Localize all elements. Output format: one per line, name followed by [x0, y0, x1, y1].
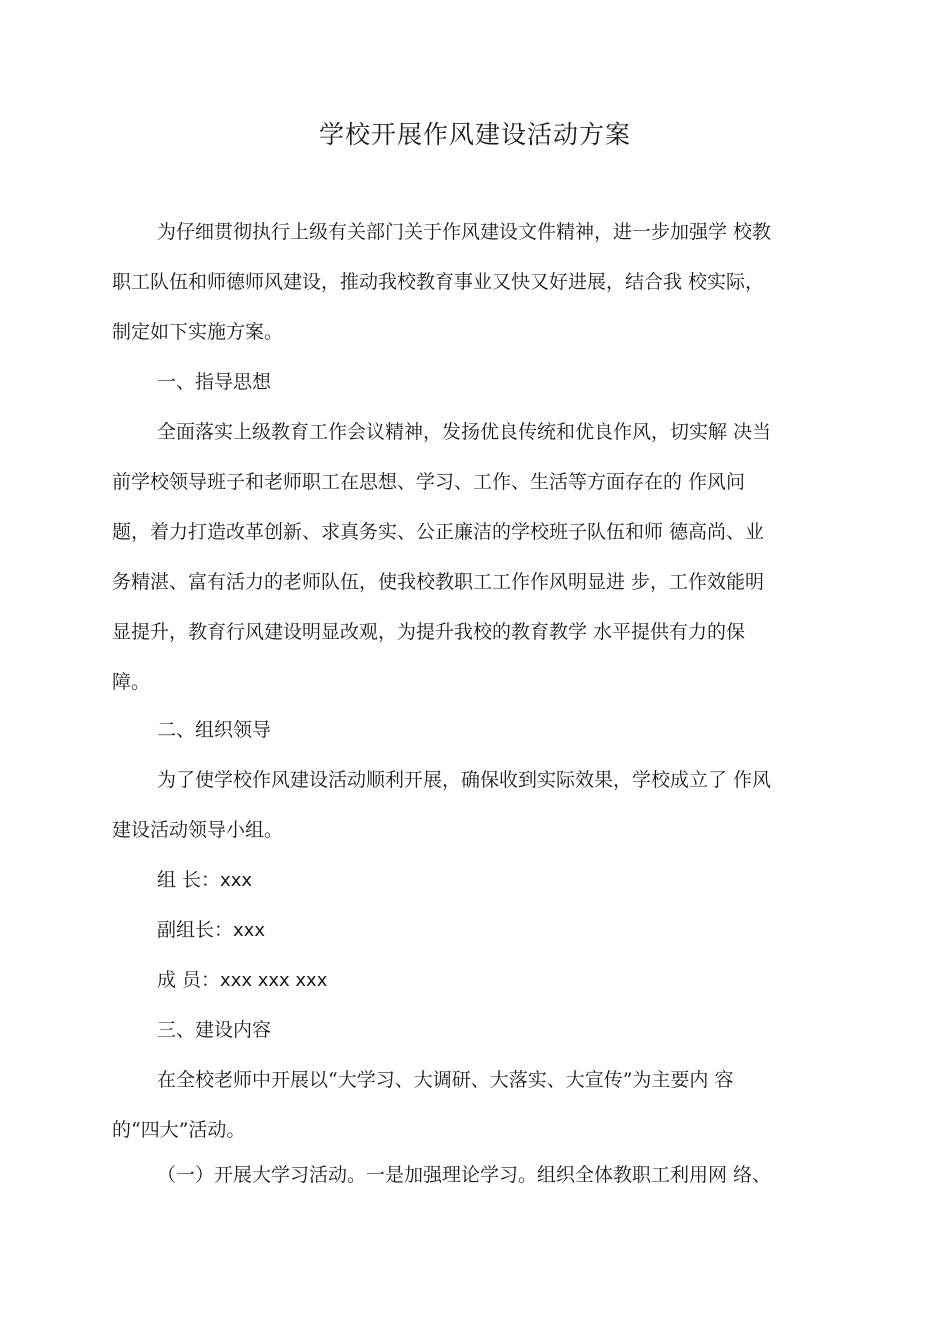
section3-line-2: 的“四大”活动。	[112, 1119, 246, 1141]
section1-line-5: 显提升，教育行风建设明显改观，为提升我校的教育教学 水平提供有力的保	[112, 621, 746, 643]
section3-line-1: 在全校老师中开展以“大学习、大调研、大落实、大宣传”为主要内 容	[157, 1069, 734, 1091]
section2-line-1: 为了使学校作风建设活动顺利开展，确保收到实际效果，学校成立了 作风	[157, 769, 772, 791]
members-row	[157, 967, 877, 994]
intro-line-1: 为仔细贯彻执行上级有关部门关于作风建设文件精神，进一步加强学 校教	[157, 221, 772, 243]
section1-line-6: 障。	[112, 671, 151, 693]
section1-line-3: 题，着力打造改革创新、求真务实、公正廉洁的学校班子队伍和师 德高尚、业	[112, 521, 765, 543]
members-value: xxx xxx xxx	[220, 970, 328, 991]
deputy-label: 副组长：	[157, 919, 234, 941]
deputy-leader-row	[157, 917, 877, 944]
document-title: 学校开展作风建设活动方案	[318, 120, 631, 149]
subsection-1-line: （一）开展大学习活动。一是加强理论学习。组织全体教职工利用网 络、	[157, 1164, 772, 1186]
section-heading-organization: 二、组织领导	[157, 719, 272, 741]
section-heading-construction-content: 三、建设内容	[157, 1019, 272, 1041]
deputy-value: xxx	[233, 920, 265, 941]
section-heading-guiding-thought: 一、指导思想	[157, 371, 272, 393]
intro-line-2: 职工队伍和师德师风建设，推动我校教育事业又快又好进展，结合我 校实际，	[112, 271, 765, 293]
intro-line-3: 制定如下实施方案。	[112, 321, 284, 343]
leader-label: 组 长：	[157, 869, 221, 891]
section2-line-2: 建设活动领导小组。	[112, 819, 284, 841]
members-label: 成 员：	[157, 969, 221, 991]
leader-value: xxx	[220, 870, 253, 891]
section1-line-1: 全面落实上级教育工作会议精神，发扬优良传统和优良作风，切实解 决当	[157, 421, 772, 443]
section1-line-2: 前学校领导班子和老师职工在思想、学习、工作、生活等方面存在的 作风问	[112, 471, 746, 493]
section1-line-4: 务精湛、富有活力的老师队伍，使我校教职工工作作风明显进 步，工作效能明	[112, 571, 765, 593]
leader-row	[157, 867, 877, 894]
